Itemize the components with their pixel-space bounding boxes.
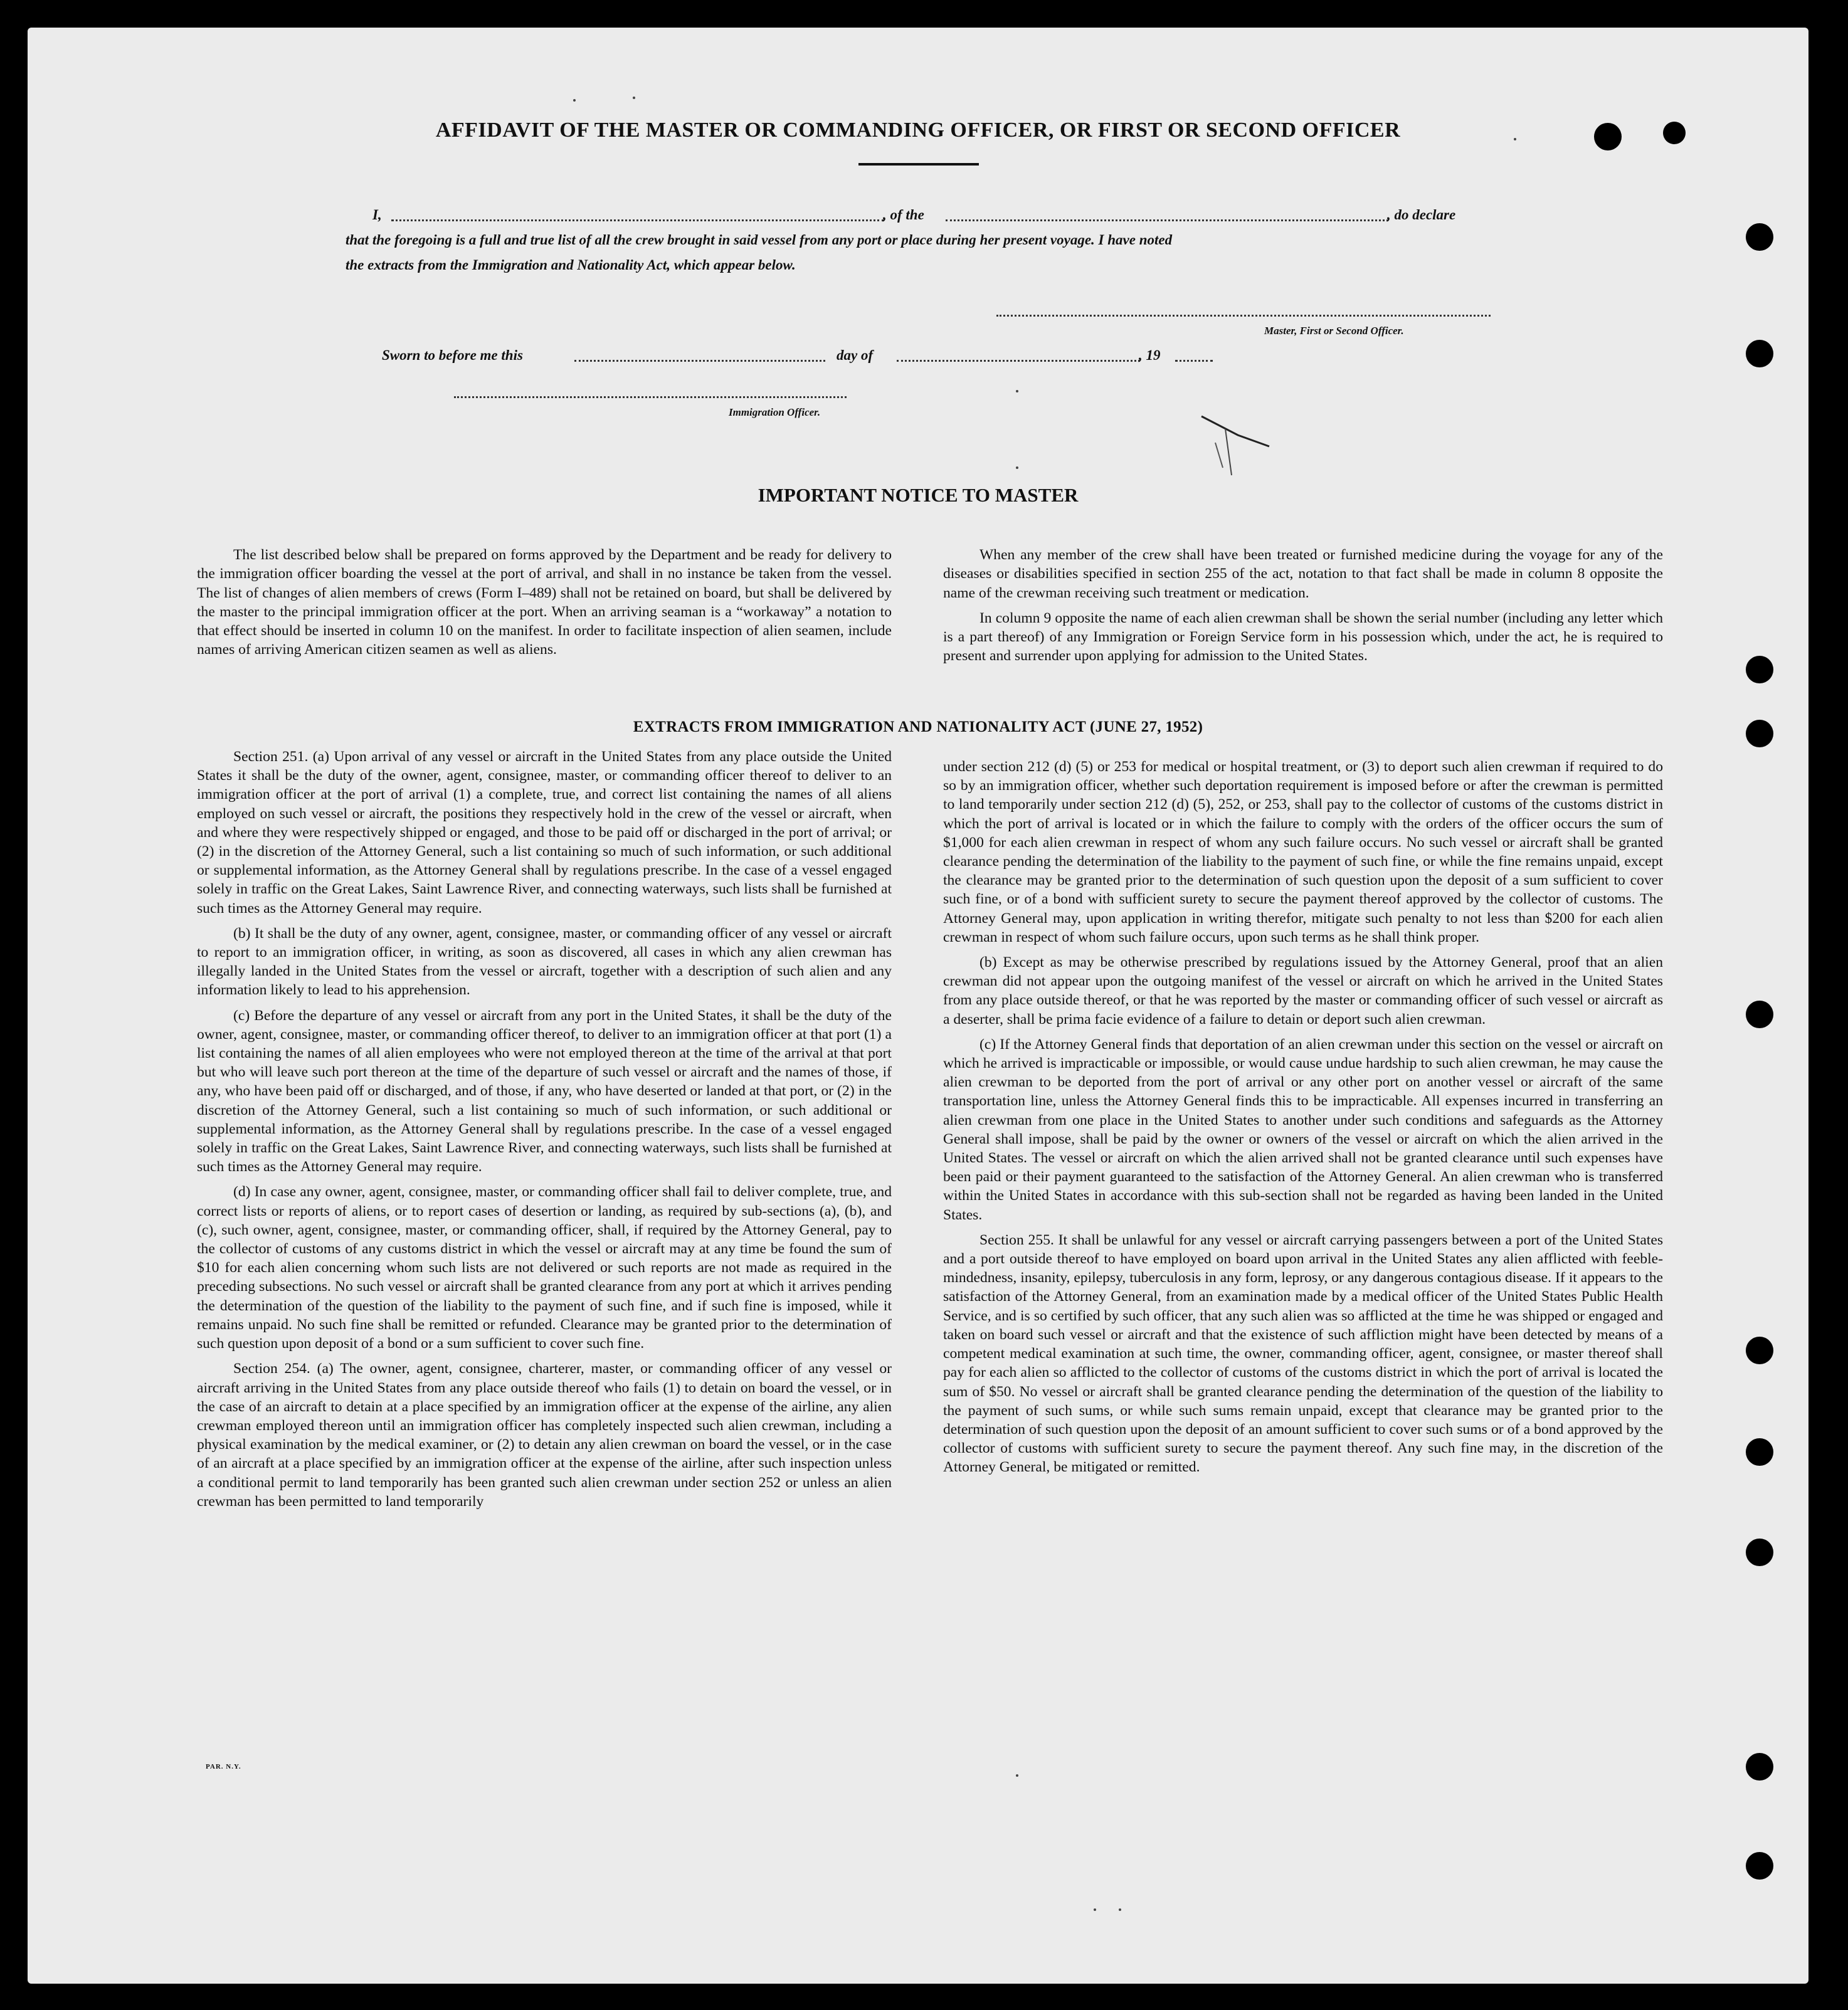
sworn-month-blank[interactable]	[897, 360, 1140, 362]
punch-hole	[1746, 656, 1773, 683]
section-255: Section 255. It shall be unlawful for any vessel or aircraft carrying passengers between a port of the United States and a port outside thereof to have employed on board upon arrival in the United States any alien afflicted with feeble-mindedness, insanity, epilepsy, tuberculosis in any form, leprosy, or any dangerous contagious disease. If it appears to the satisfaction of the Attorney General, from an examination made by a medical officer of the United States Public Health Service, and is so certified by such officer, that any such alien was so afflicted at the time he was shipped or engaged and taken on board such vessel or aircraft and that the existence of such affliction might have been detected by means of a competent medical examination at such time, the owner, commanding officer, agent, consignee, or master thereof shall pay for each alien so afflicted to the collector of customs of the customs district in which the port of arrival is located the sum of $50. No vessel or aircraft shall be granted clearance pending the determination of the question of the liability to the payment of such sums, or while such sums remain unpaid, except that clearance may be granted prior to the determination of such question upon the deposit of an amount sufficient to cover such sums or of a bond approved by the collector of customs with sufficient surety to secure the payment thereof. Any such fine may, in the discretion of the Attorney General, be mitigated or remitted.	[943, 1231, 1663, 1476]
sworn-label: Sworn to before me this	[382, 347, 523, 363]
section-254-a: Section 254. (a) The owner, agent, consignee, charterer, master, or commanding officer of any vessel or aircraft arriving in the United States from any place outside thereof who fails (1) to detain on board the vessel, or in the case of an aircraft to detain at a place specified by an immigration officer at the expense of the airline, any alien crewman employed thereon until an immigration officer has completely inspected such alien crewman, including a physical examination by the medical examiner, or (2) to detain any alien crewman on board the vessel, or in the case of an aircraft at a place specified by an immigration officer at the expense of the airline, after such inspection unless a conditional permit to land temporarily has been granted such alien crewman under section 252 or unless an alien crewman has been permitted to land temporarily	[197, 1360, 892, 1510]
notice-right-paragraph-1: When any member of the crew shall have been treated or furnished medicine during the voyage for any of the diseases or disabilities specified in section 255 of the act, notation to that fact shall be made in column 8 opposite the name of the crewman receiving such treatment or medication.	[943, 547, 1663, 601]
speck	[1119, 1908, 1121, 1911]
speck	[633, 97, 635, 99]
punch-hole	[1746, 1852, 1773, 1880]
extracts-left-column	[197, 747, 892, 1517]
affidavit-title: AFFIDAVIT OF THE MASTER OR COMMANDING OFFICER, OR FIRST OR SECOND OFFICER	[435, 118, 1401, 142]
officer-signature-line[interactable]	[454, 396, 847, 398]
printer-mark: PAR. N.Y.	[206, 1763, 241, 1771]
speck	[1094, 1908, 1096, 1911]
notice-title: IMPORTANT NOTICE TO MASTER	[758, 484, 1079, 506]
notice-left-paragraph: The list described below shall be prepared on forms approved by the Department and be ready for delivery to the immigration officer boarding the vessel at the port of arrival, and shall in no instance be taken from the vessel. The list of changes of alien members of crews (Form I–489) shall not be retained on board, but shall be delivered by the master to the principal immigration officer at the port. When an arriving seaman is a “workaway” a notation to that effect should be inserted in column 10 on the manifest. In order to facilitate inspection of alien seamen, include names of arriving American citizen seamen as well as aliens.	[197, 547, 892, 658]
speck	[1016, 1774, 1018, 1777]
section-254-c: (c) If the Attorney General finds that deportation of an alien crewman under this section on the vessel or aircraft on which he arrived is impracticable or impossible, or would cause undue hardship to such alien crewman, he may cause the alien crewman to be deported from the port of arrival or any other port on another vessel or aircraft of the same transportation line, unless the Attorney General finds this to be impracticable. All expenses incurred in transferring an alien crewman from one place in the United States to another under such conditions and safeguards as the Attorney General shall impose, shall be paid by the owner or owners of the vessel or aircraft on which the alien arrived in the United States. The vessel or aircraft on which the alien arrived shall not be granted clearance until such expenses have been paid or their payment guaranteed to the satisfaction of the Attorney General. An alien crewman who is transferred within the United States in accordance with this sub-section shall not be regarded as having been landed in the United States.	[943, 1036, 1663, 1223]
punch-hole	[1746, 1001, 1773, 1028]
notice-left-column	[197, 545, 892, 666]
punch-hole	[1746, 1337, 1773, 1364]
master-signature-caption: Master, First or Second Officer.	[1264, 325, 1404, 337]
form-page	[28, 28, 1808, 1984]
notice-right-column	[943, 545, 1663, 672]
section-254-b: (b) Except as may be otherwise prescribed by regulations issued by the Attorney General, proof that an alien crewman did not appear upon the outgoing manifest of the vessel or aircraft on which he arrived in the United States from any place outside thereof, or that he was reported by the master or commanding officer of such vessel or aircraft as a deserter, shall be prima facie evidence of a failure to detain or deport such alien crewman.	[943, 954, 1663, 1028]
declaration-i-label: I,	[372, 207, 382, 223]
punch-hole	[1746, 1438, 1773, 1466]
master-signature-line[interactable]	[996, 315, 1491, 317]
speck	[573, 99, 576, 102]
punch-hole	[1746, 340, 1773, 367]
day-of-label: day of	[837, 347, 874, 363]
name-blank-line[interactable]	[391, 219, 884, 221]
title-underline	[858, 163, 979, 166]
officer-caption: Immigration Officer.	[729, 406, 821, 418]
extracts-title: EXTRACTS FROM IMMIGRATION AND NATIONALITY ACT (JUNE 27, 1952)	[633, 718, 1203, 735]
handwritten-mark	[1200, 410, 1275, 479]
sworn-day-blank[interactable]	[574, 360, 825, 362]
section-251-a: Section 251. (a) Upon arrival of any vessel or aircraft in the United States from any place outside the United States it shall be the duty of the owner, agent, consignee, master, or commanding officer thereof to deliver to an immigration officer at the port of arrival (1) a complete, true, and correct list containing the names of all aliens employed on such vessel or aircraft, the positions they respectively hold in the crew of the vessel or aircraft, when and where they were respectively shipped or engaged, and those to be paid off or discharged in the port of arrival; or (2) in the discretion of the Attorney General, such a list containing so much of such information, or such additional or supplemental information, as the Attorney General shall by regulations prescribe. In the case of a vessel engaged solely in traffic on the Great Lakes, Saint Lawrence River, and connecting waterways, such lists shall be furnished at such times as the Attorney General may require.	[197, 749, 892, 917]
section-251-d: (d) In case any owner, agent, consignee, master, or commanding officer shall fail to deliver complete, true, and correct lists or reports of aliens, or to report cases of desertion or landing, as required by sub-sections (a), (b), and (c), such owner, agent, consignee, master, or commanding officer, shall, if required by the Attorney General, pay to the collector of customs of any customs district in which the vessel or aircraft may at any time be found the sum of $10 for each alien concerning whom such lists are not delivered or such reports are not made as required in the preceding subsections. No such vessel or aircraft shall be granted clearance from any port at which it arrives pending the determination of the question of the liability to the payment of such fine, and if such fine is imposed, while it remains unpaid. No such fine shall be remitted or refunded. Clearance may be granted prior to the determination of such question upon deposit of a bond or a sum sufficient to cover such fine.	[197, 1184, 892, 1352]
notice-right-paragraph-2: In column 9 opposite the name of each alien crewman shall be shown the serial number (including any letter which is a part thereof) of any Immigration or Foreign Service form in his possession which, under the act, he is required to present and surrender upon applying for admission to the United States.	[943, 609, 1663, 665]
year-label: , 19	[1139, 347, 1161, 363]
vessel-blank-line[interactable]	[946, 219, 1388, 221]
sworn-year-blank[interactable]	[1175, 360, 1213, 362]
section-251-c: (c) Before the departure of any vessel or aircraft from any port in the United States, it shall be the duty of the owner, agent, consignee, master, or commanding officer thereof, to deliver to an immigration officer at that port (1) a list containing the names of all alien employees who were not employed thereon at the time of the arrival at that port but who will leave such port thereon at the time of the departure of such vessel or aircraft and the names of those, if any, who have been paid off or discharged, and of those, if any, who have deserted or landed at that port, or (2) in the discretion of the Attorney General, such a list containing so much of such information, or such additional or supplemental information, as the Attorney General shall by regulations prescribe. In the case of a vessel engaged solely in traffic on the Great Lakes, Saint Lawrence River, and connecting waterways, such lists shall be furnished at such times as the Attorney General may require.	[197, 1007, 892, 1176]
section-254-a-continued: under section 212 (d) (5) or 253 for medical or hospital treatment, or (3) to deport such alien crewman if required to do so by an immigration officer, whether such deportation requirement is imposed before or after the crewman is permitted to land temporarily under section 212 (d) (5), 252, or 253, shall pay to the collector of customs of the customs district in which the port of arrival is located or in which the failure to comply with the orders of the officer occurs the sum of $1,000 for each alien crewman in respect of whom any such failure occurs. No such vessel or aircraft shall be granted clearance pending the determination of the liability to the payment of such fine, or while the fine remains unpaid, except the clearance may be granted prior to the determination of such question upon the deposit of a sum sufficient to cover such fine, or of a bond with sufficient surety to secure the payment thereof approved by the collector of customs. The Attorney General may, upon application in writing therefor, mitigate such penalty to not less than $200 for each alien crewman in respect of whom such failure occurs, upon such terms as he shall think proper.	[943, 759, 1663, 945]
section-251-b: (b) It shall be the duty of any owner, agent, consignee, master, or commanding officer of any vessel or aircraft to report to an immigration officer, in writing, as soon as discovered, all cases in which any alien crewman has illegally landed in the United States from the vessel or aircraft, together with a description of such alien and any information likely to lead to his apprehension.	[197, 925, 892, 999]
declaration-do-declare-label: , do declare	[1387, 207, 1456, 223]
declaration-of-the-label: , of the	[883, 207, 924, 223]
punch-hole	[1746, 1539, 1773, 1566]
declaration-line-2: that the foregoing is a full and true list of all the crew brought in said vessel from any port or place during her present voyage. I have noted	[346, 232, 1173, 248]
extracts-right-column	[943, 757, 1663, 1483]
declaration-line-3: the extracts from the Immigration and Nationality Act, which appear below.	[346, 257, 796, 273]
speck	[1016, 390, 1018, 392]
speck	[1016, 466, 1018, 469]
punch-hole	[1746, 223, 1773, 251]
punch-hole	[1746, 1753, 1773, 1781]
